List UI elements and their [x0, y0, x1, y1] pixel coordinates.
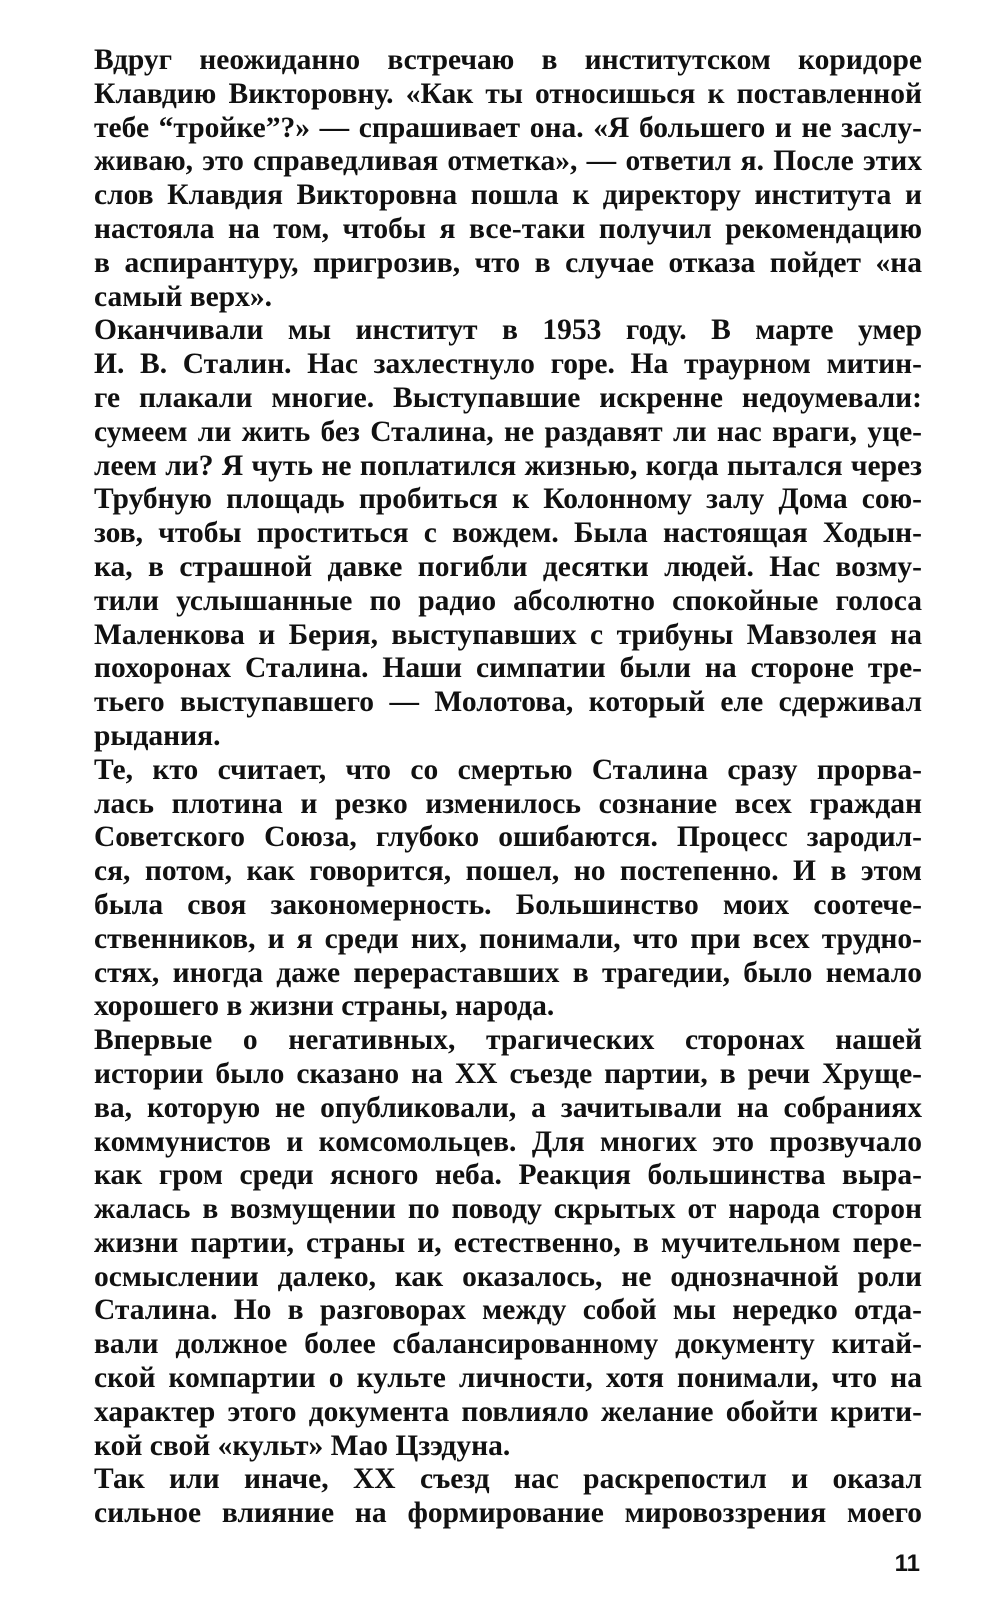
text-line: ственников, и я среди них, понимали, что при всех трудно- — [94, 922, 922, 955]
text-line: была своя закономерность. Большинство моих соотече- — [94, 888, 922, 921]
page-body — [52, 44, 922, 1531]
text-line: слов Клавдия Викторовна пошла к директору института и — [94, 179, 922, 212]
text-line: сильное влияние на формирование мировоззрения моего — [94, 1497, 922, 1530]
paragraph — [52, 754, 922, 1024]
text-line: И. В. Сталин. Нас захлестнуло горе. На траурном митин- — [94, 348, 922, 381]
text-line: жизни партии, страны и, естественно, в мучительном пере- — [94, 1226, 922, 1259]
paragraph — [52, 1463, 922, 1531]
text-line: ге плакали многие. Выступавшие искренне недоумевали: — [94, 381, 922, 414]
paragraph — [52, 1024, 922, 1463]
text-line: Сталина. Но в разговорах между собой мы нередко отда- — [94, 1294, 922, 1327]
page-number: 11 — [894, 1550, 920, 1577]
text-line: тебе “тройке”?» — спрашивает она. «Я большего и не заслу- — [94, 111, 922, 144]
text-line: коммунистов и комсомольцев. Для многих это прозвучало — [94, 1125, 922, 1158]
text-line: живаю, это справедливая отметка», — ответил я. После этих — [94, 145, 922, 178]
text-line: как гром среди ясного неба. Реакция большинства выра- — [94, 1159, 922, 1192]
text-line: лась плотина и резко изменилось сознание всех граждан — [94, 787, 922, 820]
text-line: ся, потом, как говорится, пошел, но постепенно. И в этом — [94, 855, 922, 888]
text-line: настояла на том, чтобы я все-таки получил рекомендацию — [94, 212, 922, 245]
text-line: характер этого документа повлияло желание обойти крити- — [94, 1395, 922, 1428]
text-line: Трубную площадь пробиться к Колонному залу Дома сою- — [94, 483, 922, 516]
text-line: тили услышанные по радио абсолютно спокойные голоса — [94, 584, 922, 617]
text-line: вали должное более сбалансированному документу китай- — [94, 1328, 922, 1361]
paragraph — [52, 314, 922, 753]
text-line: тьего выступавшего — Молотова, который еле сдерживал — [94, 686, 922, 719]
text-line: зов, чтобы проститься с вождем. Была настоящая Ходын- — [94, 517, 922, 550]
text-line: леем ли? Я чуть не поплатился жизнью, когда пытался через — [94, 449, 922, 482]
text-line: в аспирантуру, пригрозив, что в случае отказа пойдет «на — [94, 246, 922, 279]
text-line: ской компартии о культе личности, хотя понимали, что на — [94, 1362, 922, 1395]
text-line: хорошего в жизни страны, народа. — [94, 990, 555, 1023]
text-line: Маленкова и Берия, выступавших с трибуны Мавзолея на — [94, 618, 922, 651]
text-line: жалась в возмущении по поводу скрытых от народа сторон — [94, 1193, 922, 1226]
text-line: кой свой «культ» Мао Цзэдуна. — [94, 1429, 511, 1462]
text-line: Те, кто считает, что со смертью Сталина сразу прорва- — [94, 753, 922, 786]
paragraph — [52, 44, 922, 314]
text-line: осмыслении далеко, как оказалось, не однозначной роли — [94, 1260, 922, 1293]
text-line: похоронах Сталина. Наши симпатии были на стороне тре- — [94, 652, 922, 685]
text-line: рыдания. — [94, 719, 221, 752]
text-line: Впервые о негативных, трагических сторонах нашей — [94, 1024, 922, 1057]
text-line: самый верх». — [94, 280, 273, 313]
text-line: стях, иногда даже перераставших в трагедии, было немало — [94, 956, 922, 989]
text-line: истории было сказано на XX съезде партии, в речи Хруще- — [94, 1057, 922, 1090]
text-line: Клавдию Викторовну. «Как ты относишься к поставленной — [94, 77, 922, 110]
text-line: ка, в страшной давке погибли десятки людей. Нас возму- — [94, 550, 922, 583]
text-line: Оканчивали мы институт в 1953 году. В марте умер — [94, 314, 922, 347]
text-line: Советского Союза, глубоко ошибаются. Процесс зародил- — [94, 821, 922, 854]
text-line: Так или иначе, XX съезд нас раскрепостил и оказал — [94, 1463, 922, 1496]
text-line: сумеем ли жить без Сталина, не раздавят ли нас враги, уце- — [94, 415, 922, 448]
text-line: ва, которую не опубликовали, а зачитывали на собраниях — [94, 1091, 922, 1124]
text-line: Вдруг неожиданно встречаю в институтском коридоре — [94, 44, 922, 76]
